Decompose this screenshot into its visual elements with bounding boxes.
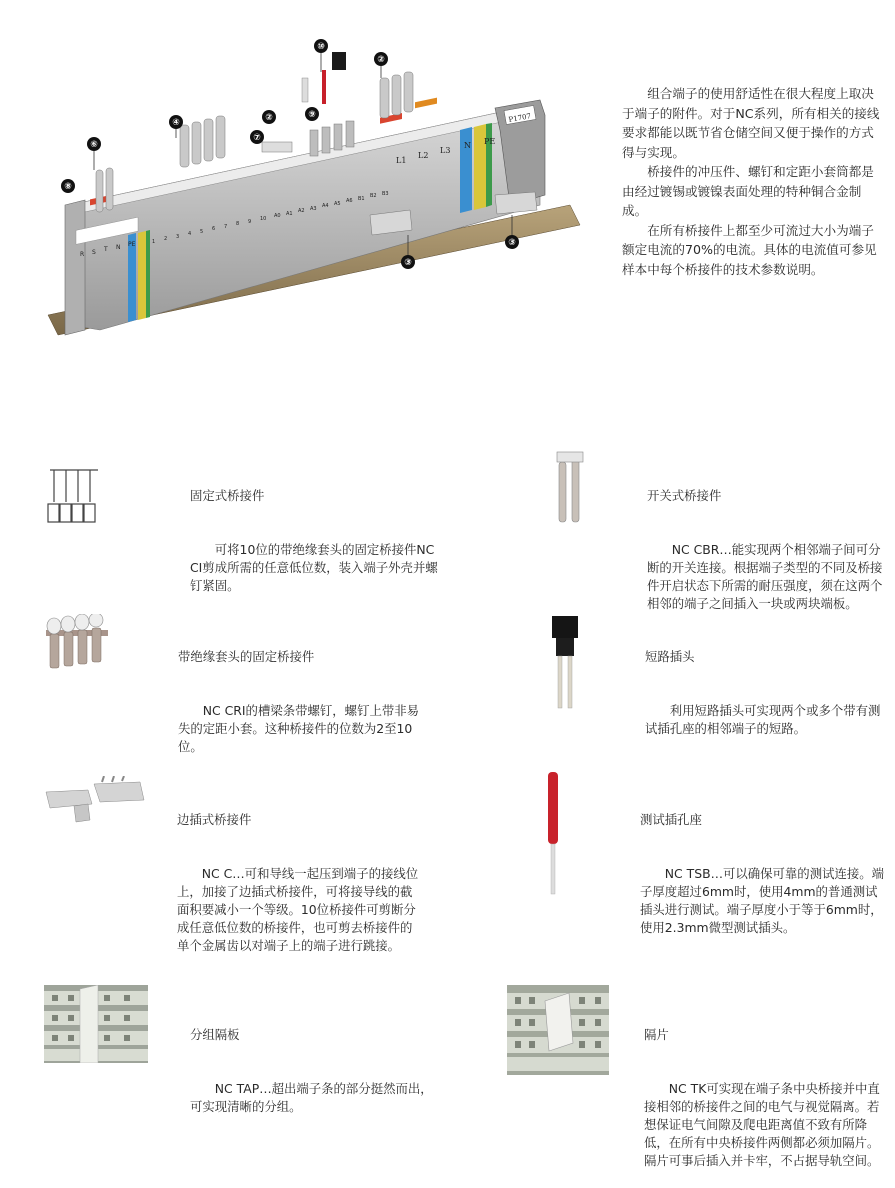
fixed-bridge-icon (46, 466, 104, 526)
svg-text:B1: B1 (358, 196, 365, 202)
intro-text (622, 84, 884, 279)
item-title: 开关式桥接件 (647, 488, 722, 503)
svg-text:2: 2 (164, 236, 168, 242)
svg-text:N: N (116, 244, 121, 251)
short-circuit-plug (332, 52, 346, 70)
svg-text:PE: PE (128, 241, 136, 248)
svg-text:3: 3 (176, 234, 180, 240)
svg-text:⑦: ⑦ (253, 133, 261, 143)
svg-text:③: ③ (404, 258, 412, 268)
side-entry-bridge-icon (44, 776, 146, 824)
svg-text:②: ② (377, 55, 385, 65)
item-title: 边插式桥接件 (177, 812, 252, 827)
item-body: NC C…可和导线一起压到端子的接线位上，加接了边插式桥接件，可将接导线的截面积要减小一个等级。10位桥接件可剪断分成任意低位数的桥接件，也可剪去桥接件的单个金属齿以对端子上的端子进行跳接。 (177, 866, 419, 953)
svg-text:A5: A5 (334, 201, 341, 207)
item-test-socket (640, 775, 888, 955)
item-group-separator (190, 990, 438, 1134)
switching-bridge-icon (553, 448, 587, 528)
pe-yellow-green-terminal (138, 231, 146, 320)
separating-plate-photo (507, 985, 609, 1075)
item-body: NC CBR…能实现两个相邻端子间可分断的开关连接。根据端子类型的不同及桥接件开启状态下所需的耐压强度，须在这两个相邻的端子之间插入一块或两块端板。 (647, 542, 883, 611)
svg-text:4: 4 (188, 231, 192, 237)
item-title: 固定式桥接件 (190, 488, 265, 503)
end-marker-label: P1707 (508, 112, 532, 124)
item-body: 利用短路插头可实现两个或多个带有测试插孔座的相邻端子的短路。 (645, 703, 881, 736)
item-body: 可将10位的带绝缘套头的固定桥接件NC CI剪成所需的任意低位数，装入端子外壳并螺钉紧固。 (190, 542, 439, 593)
item-side-entry-bridge (177, 775, 423, 973)
svg-text:L2: L2 (418, 151, 429, 160)
group-separator-photo (44, 985, 148, 1063)
intro-paragraph: 在所有桥接件上都至少可流过大小为端子额定电流的70%的电流。具体的电流值可参见样本中每个桥接件的技术参数说明。 (622, 222, 877, 277)
svg-text:9: 9 (248, 219, 252, 225)
svg-text:B3: B3 (382, 191, 389, 197)
test-socket-icon (541, 770, 565, 898)
svg-text:5: 5 (200, 229, 204, 235)
svg-text:A2: A2 (298, 208, 305, 214)
svg-text:A3: A3 (310, 206, 317, 212)
item-switching-bridge (647, 451, 885, 631)
svg-text:⑨: ⑨ (308, 110, 316, 120)
left-end-plate (65, 200, 85, 335)
svg-text:PE: PE (484, 137, 496, 146)
item-body: NC TSB…可以确保可靠的测试连接。端子厚度超过6mm时，使用4mm的普通测试插头进行测试。端子厚度小于等于6mm时，使用2.3mm微型测试插头。 (640, 866, 885, 935)
item-title: 分组隔板 (190, 1027, 240, 1042)
svg-text:③: ③ (508, 238, 516, 248)
test-socket-red (322, 70, 326, 104)
svg-text:④: ④ (172, 118, 180, 128)
item-body: NC CRI的槽梁条带螺钉，螺钉上带非易失的定距小套。这种桥接件的位数为2至10位。 (178, 703, 420, 754)
svg-text:②: ② (265, 113, 273, 123)
intro-paragraph: 桥接件的冲压件、螺钉和定距小套筒都是由经过镀锡或镀镍表面处理的特种铜合金制成。 (622, 164, 874, 218)
svg-text:A1: A1 (286, 211, 293, 217)
svg-text:⑧: ⑧ (64, 182, 72, 192)
terminal-block-assembly-illustration (40, 30, 610, 350)
svg-text:A0: A0 (274, 213, 281, 219)
item-title: 短路插头 (645, 649, 695, 664)
item-separating-plate (644, 990, 888, 1188)
svg-text:7: 7 (224, 224, 228, 230)
item-title: 测试插孔座 (640, 812, 702, 827)
item-body: NC TK可实现在端子条中央桥接并中直接相邻的桥接件之间的电气与视觉隔离。若想保证电气间隙及爬电距离值不致有所降低，在所有中央桥接件两侧都必须加隔片。隔片可事后插入并卡牢，不占据导轨空间。 (644, 1081, 880, 1168)
svg-text:10: 10 (260, 216, 267, 222)
item-body: NC TAP…超出端子条的部分挺然而出，可实现清晰的分组。 (190, 1081, 433, 1114)
svg-text:8: 8 (236, 221, 240, 227)
item-title: 带绝缘套头的固定桥接件 (178, 649, 315, 664)
item-title: 隔片 (644, 1027, 669, 1042)
svg-text:A4: A4 (322, 203, 329, 209)
intro-paragraph: 组合端子的使用舒适性在很大程度上取决于端子的附件。对于NC系列，所有相关的接线要求都能以既节省仓储空间又便于操作的方式得与实现。 (622, 86, 880, 160)
svg-text:L1: L1 (396, 156, 407, 165)
svg-text:A6: A6 (346, 198, 353, 204)
item-insulated-fixed-bridge (178, 612, 430, 774)
svg-text:⑩: ⑩ (317, 42, 325, 52)
svg-text:R: R (80, 251, 85, 258)
svg-text:B2: B2 (370, 193, 377, 199)
svg-text:6: 6 (212, 226, 216, 232)
item-fixed-bridge (190, 451, 440, 613)
svg-text:N: N (464, 141, 471, 150)
short-circuit-plug-icon (548, 614, 584, 712)
item-short-circuit-plug (645, 612, 887, 756)
svg-text:S: S (92, 249, 96, 256)
svg-text:1: 1 (152, 239, 156, 245)
svg-text:⑥: ⑥ (90, 140, 98, 150)
svg-text:L3: L3 (440, 146, 451, 155)
insulated-fixed-bridge-icon (44, 614, 112, 672)
svg-text:T: T (104, 246, 108, 253)
